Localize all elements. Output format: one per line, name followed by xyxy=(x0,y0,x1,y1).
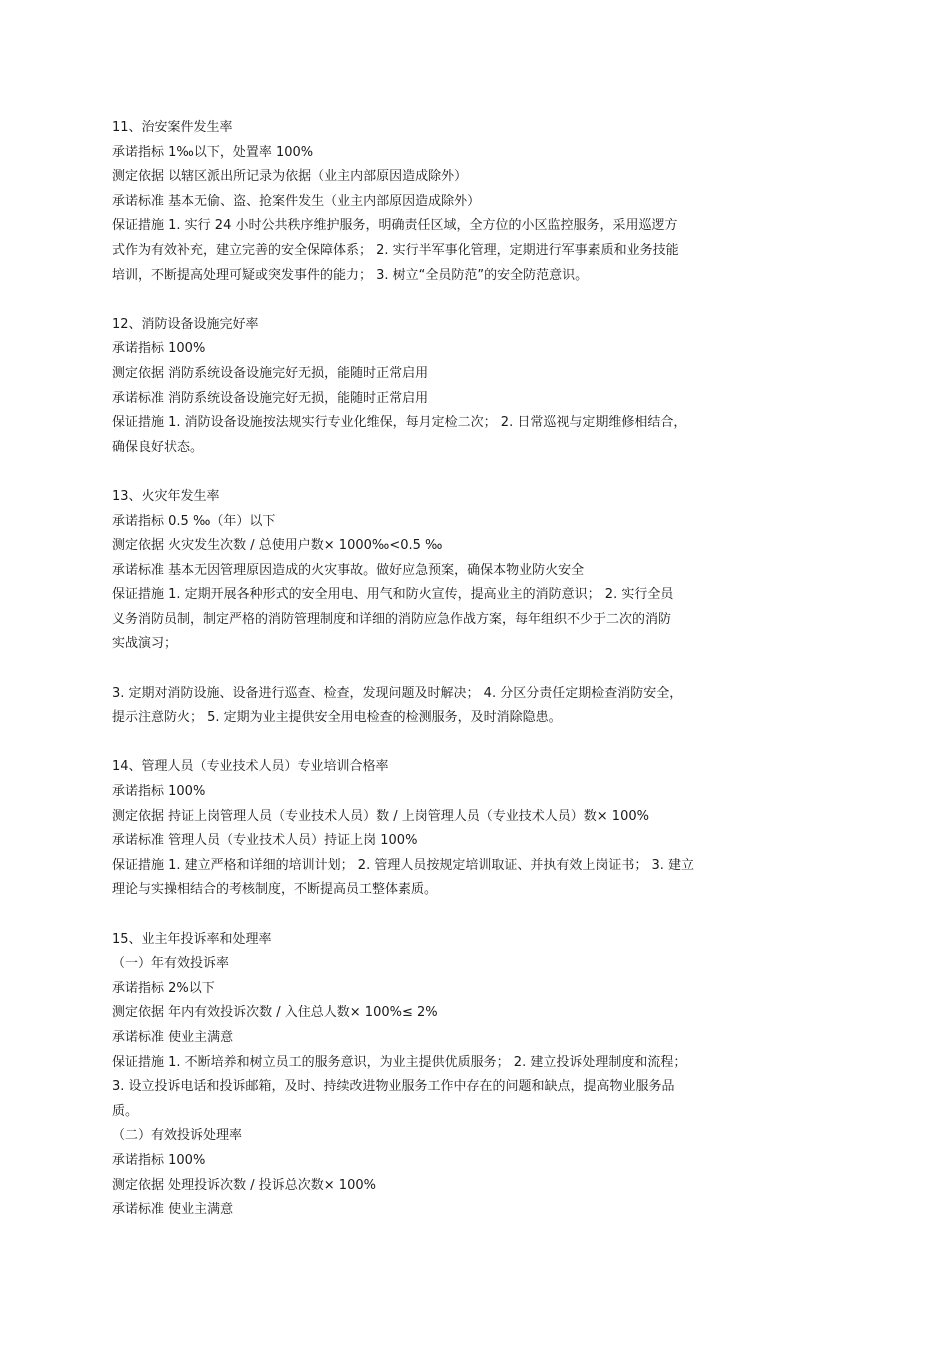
text-line: 保证措施 1. 实行 24 小时公共秩序维护服务，明确责任区域，全方位的小区监控服务，采用巡逻方 xyxy=(112,218,678,234)
text-line: 承诺指标 100% xyxy=(112,1152,206,1168)
section-line: 13、火灾年发生率 xyxy=(112,488,220,504)
text-line: 承诺标准 使业主满意 xyxy=(112,1202,234,1218)
section-line: 12、消防设备设施完好率 xyxy=(112,316,259,332)
text-line: 保证措施 1. 不断培养和树立员工的服务意识，为业主提供优质服务； 2. 建立投诉处理制度和流程； xyxy=(112,1054,687,1070)
text-line: 3. 设立投诉电话和投诉邮箱，及时、持续改进物业服务工作中存在的问题和缺点，提高物业服务品 xyxy=(112,1079,675,1095)
text-line: 保证措施 1. 定期开展各种形式的安全用电、用气和防火宣传，提高业主的消防意识； 2. 实行全员 xyxy=(112,587,674,603)
text-line: 测定依据 年内有效投诉次数 / 入住总人数× 100%≤ 2% xyxy=(112,1005,438,1021)
text-line: 测定依据 持证上岗管理人员（专业技术人员）数 / 上岗管理人员（专业技术人员）数× 100% xyxy=(112,808,649,824)
section-gap xyxy=(112,657,840,682)
document-page xyxy=(112,116,840,1223)
section xyxy=(112,313,840,461)
section xyxy=(112,755,840,903)
text-line: 承诺标准 消防系统设备设施完好无损，能随时正常启用 xyxy=(112,390,429,406)
text-line: 测定依据 消防系统设备设施完好无损，能随时正常启用 xyxy=(112,365,429,381)
text-line: （二）有效投诉处理率 xyxy=(112,1128,243,1144)
section-gap xyxy=(112,903,840,928)
section xyxy=(112,928,840,1223)
text-line: 承诺标准 管理人员（专业技术人员）持证上岗 100% xyxy=(112,833,418,849)
text-line: 测定依据 以辖区派出所记录为依据（业主内部原因造成除外） xyxy=(112,169,468,185)
text-line: 保证措施 1. 建立严格和详细的培训计划； 2. 管理人员按规定培训取证、并执有效上岗证书； 3. 建立 xyxy=(112,857,695,873)
section-gap xyxy=(112,288,840,313)
section xyxy=(112,682,840,731)
section-line: 3. 定期对消防设施、设备进行巡查、检查，发现问题及时解决； 4. 分区分责任定期检查消防安全， xyxy=(112,685,683,701)
section-line: 11、治安案件发生率 xyxy=(112,120,233,135)
text-line: 承诺指标 100% xyxy=(112,341,206,357)
section-gap xyxy=(112,460,840,485)
text-line: 实战演习； xyxy=(112,636,178,652)
section-line: 15、业主年投诉率和处理率 xyxy=(112,931,272,947)
text-line: 理论与实操相结合的考核制度，不断提高员工整体素质。 xyxy=(112,882,438,898)
text-line: 式作为有效补充，建立完善的安全保障体系； 2. 实行半军事化管理，定期进行军事素质和业务技能 xyxy=(112,242,679,258)
text-line: 承诺标准 使业主满意 xyxy=(112,1029,234,1045)
section xyxy=(112,485,840,657)
text-line: 承诺指标 2%以下 xyxy=(112,980,215,996)
text-line: 提示注意防火； 5. 定期为业主提供安全用电检查的检测服务，及时消除隐患。 xyxy=(112,710,562,726)
text-line: 测定依据 处理投诉次数 / 投诉总次数× 100% xyxy=(112,1177,376,1193)
text-line: 质。 xyxy=(112,1103,139,1119)
section xyxy=(112,116,840,288)
text-line: 承诺标准 基本无因管理原因造成的火灾事故。做好应急预案，确保本物业防火安全 xyxy=(112,562,585,578)
text-line: 承诺指标 100% xyxy=(112,784,206,800)
text-line: 承诺指标 1‰以下，处置率 100% xyxy=(112,144,314,160)
text-line: 义务消防员制，制定严格的消防管理制度和详细的消防应急作战方案，每年组织不少于二次的消防 xyxy=(112,611,672,627)
text-line: 保证措施 1. 消防设备设施按法规实行专业化维保，每月定检二次； 2. 日常巡视与定期维修相结合， xyxy=(112,415,687,431)
text-line: 测定依据 火灾发生次数 / 总使用户数× 1000‰<0.5 ‰ xyxy=(112,538,443,554)
text-line: （一）年有效投诉率 xyxy=(112,956,230,972)
text-line: 确保良好状态。 xyxy=(112,439,204,455)
text-line: 承诺指标 0.5 ‰（年）以下 xyxy=(112,513,276,529)
text-line: 培训，不断提高处理可疑或突发事件的能力； 3. 树立“全员防范”的安全防范意识。 xyxy=(112,267,589,283)
section-gap xyxy=(112,731,840,756)
text-line: 承诺标准 基本无偷、盗、抢案件发生（业主内部原因造成除外） xyxy=(112,193,481,209)
section-line: 14、管理人员（专业技术人员）专业培训合格率 xyxy=(112,759,389,775)
